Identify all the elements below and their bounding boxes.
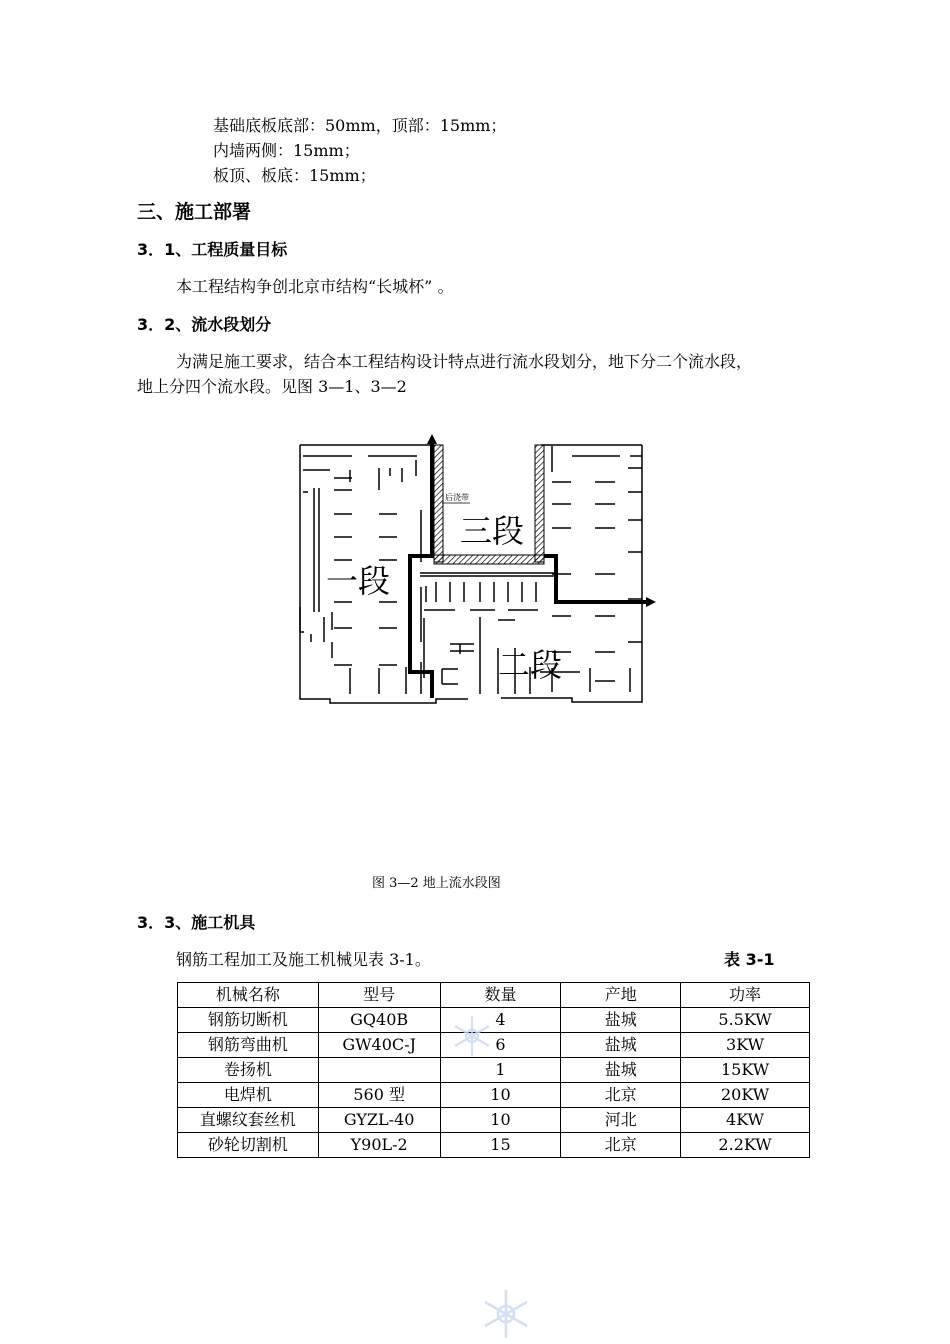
- table-header-cell: 数量: [440, 983, 561, 1008]
- table-row: [178, 1083, 810, 1108]
- table-cell: 钢筋弯曲机: [178, 1033, 319, 1058]
- table-cell: 电焊机: [178, 1083, 319, 1108]
- table-cell: 盐城: [561, 1058, 681, 1083]
- figure-caption: 图 3—2 地上流水段图: [372, 876, 501, 891]
- flow-section-floor-plan: [290, 432, 662, 742]
- table-cell: 砂轮切割机: [178, 1133, 319, 1158]
- table-cell: 3KW: [681, 1033, 810, 1058]
- subsection-3-3-title: 3．3、施工机具: [137, 913, 256, 932]
- cover-line-foundation: 基础底板底部：50mm，顶部：15mm；: [213, 116, 507, 135]
- table-header-cell: 功率: [681, 983, 810, 1008]
- table-cell: 4KW: [681, 1108, 810, 1133]
- table-cell: 钢筋切断机: [178, 1008, 319, 1033]
- table-cell: 北京: [561, 1083, 681, 1108]
- table-header-cell: 型号: [318, 983, 440, 1008]
- table-cell: 5.5KW: [681, 1008, 810, 1033]
- table-cell: GQ40B: [318, 1008, 440, 1033]
- table-header-row: [178, 983, 810, 1008]
- table-cell: 6: [440, 1033, 561, 1058]
- table-cell: 直螺纹套丝机: [178, 1108, 319, 1133]
- table-cell: 15: [440, 1133, 561, 1158]
- table-cell: 盐城: [561, 1008, 681, 1033]
- table-cell: [318, 1058, 440, 1083]
- table-cell: 10: [440, 1083, 561, 1108]
- cover-line-slab: 板顶、板底：15mm；: [213, 166, 376, 185]
- table-cell: 北京: [561, 1133, 681, 1158]
- table-cell: 卷扬机: [178, 1058, 319, 1083]
- table-row: [178, 1108, 810, 1133]
- machinery-table: [177, 982, 810, 1158]
- table-cell: 1: [440, 1058, 561, 1083]
- subsection-3-1-text: 本工程结构争创北京市结构“长城杯” 。: [176, 277, 454, 296]
- segment-three-label: 三段: [460, 512, 525, 550]
- table-cell: 20KW: [681, 1083, 810, 1108]
- table-header-cell: 机械名称: [178, 983, 319, 1008]
- snowflake-watermark-icon: [478, 1286, 534, 1342]
- subsection-3-2-title: 3．2、流水段划分: [137, 315, 272, 334]
- segment-one-label: 一段: [326, 562, 391, 600]
- table-cell: GW40C-J: [318, 1033, 440, 1058]
- table-cell: GYZL-40: [318, 1108, 440, 1133]
- subsection-3-1-title: 3．1、工程质量目标: [137, 240, 288, 259]
- table-header-cell: 产地: [561, 983, 681, 1008]
- table-row: [178, 1058, 810, 1083]
- snowflake-watermark-icon: [448, 1012, 496, 1060]
- table-cell: 4: [440, 1008, 561, 1033]
- table-cell: 15KW: [681, 1058, 810, 1083]
- subsection-3-2-para-line1: 为满足施工要求，结合本工程结构设计特点进行流水段划分，地下分二个流水段，: [176, 352, 753, 371]
- table-row: [178, 1133, 810, 1158]
- table-label: 表 3-1: [724, 950, 775, 969]
- segment-two-label: 二段: [498, 646, 563, 684]
- table-cell: 盐城: [561, 1033, 681, 1058]
- table-cell: 10: [440, 1108, 561, 1133]
- subsection-3-3-intro: 钢筋工程加工及施工机械见表 3-1。: [176, 950, 431, 969]
- cover-line-inner-wall: 内墙两侧：15mm；: [213, 141, 360, 160]
- table-cell: 河北: [561, 1108, 681, 1133]
- table-cell: Y90L-2: [318, 1133, 440, 1158]
- table-cell: 560 型: [318, 1083, 440, 1108]
- houjiaodai-label: 后浇带: [445, 493, 469, 502]
- subsection-3-2-para-line2: 地上分四个流水段。见图 3—1、3—2: [137, 377, 407, 396]
- table-cell: 2.2KW: [681, 1133, 810, 1158]
- section-title: 三、施工部署: [137, 201, 252, 223]
